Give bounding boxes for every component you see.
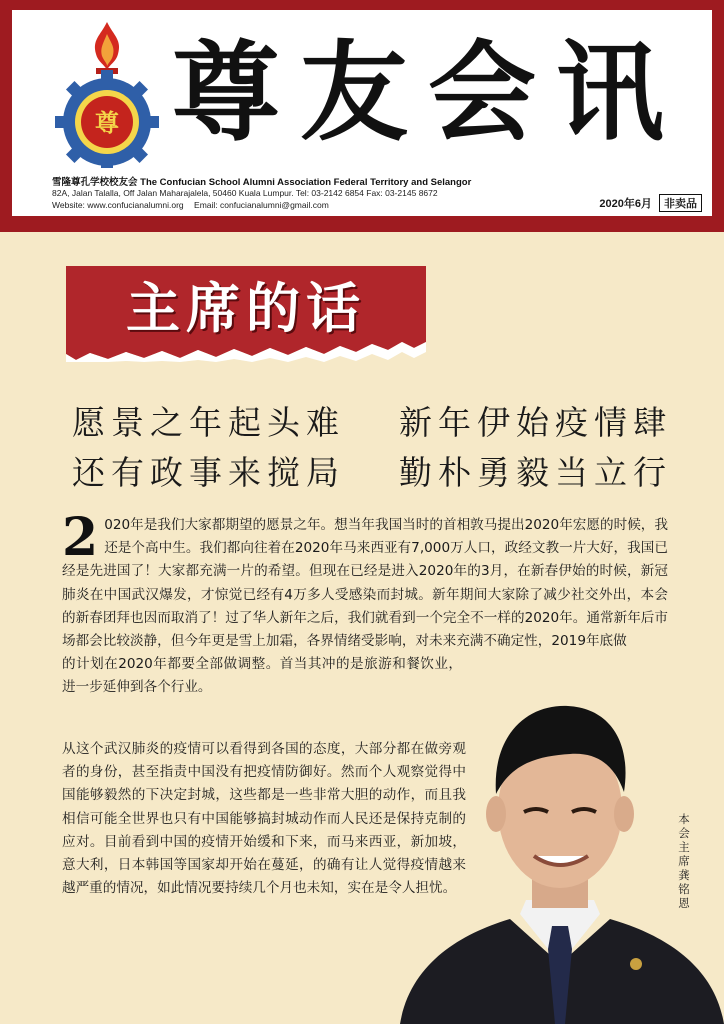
paragraph-text: 020年是我们大家都期望的愿景之年。想当年我国当时的首相敦马提出2020年宏愿的时候，我还是个高中生。我们都向往着在2020年马来西亚有7,000万人口，政经文教一片大好，我国已经是先进国了！大家都充满一片的希望。但现在已经是进入2020年的3月，在新春伊始的时候，新冠肺炎在中国武汉爆发，才惊觉已经有4万多人受感染而封城。新年期间大家除了减少社交外出，本会的新春团拜也因而取消了！过了华人新年之后，我们就看到一个完全不一样的2020年。通常新年后市场都会比较淡静，但今年更是雪上加霜，各界情绪受影响，对未来充满不确定性，2019年底做 xyxy=(62,517,668,650)
website-link[interactable]: Website: www.confucianalumni.org xyxy=(52,200,184,210)
svg-text:尊: 尊 xyxy=(95,108,119,137)
poem-row xyxy=(72,398,672,448)
alumni-logo xyxy=(52,18,162,168)
poem-line: 新年伊始疫情肆 xyxy=(399,403,672,442)
not-for-sale-badge: 非卖品 xyxy=(659,194,702,212)
poem-line: 勤朴勇毅当立行 xyxy=(399,453,672,492)
contact-line xyxy=(52,200,329,210)
poem-line: 愿景之年起头难 xyxy=(72,403,345,442)
issue-info xyxy=(599,194,702,212)
organization-name: 雪隆尊孔学校校友会 The Confucian School Alumni Association Federal Territory and Selangor xyxy=(52,177,472,188)
article-paragraph xyxy=(62,507,668,653)
issue-date: 2020年6月 xyxy=(599,198,652,210)
masthead xyxy=(12,10,712,216)
poem-row xyxy=(72,448,672,498)
section-banner xyxy=(66,266,426,362)
opening-poem xyxy=(72,398,672,498)
drop-cap: 2 xyxy=(62,507,99,568)
email-link[interactable]: Email: confucianalumni@gmail.com xyxy=(194,200,329,210)
organization-address: 82A, Jalan Talalla, Off Jalan Maharajalela, 50460 Kuala Lumpur. Tel: 03-2142 6854 Fax: 03-2145 8672 xyxy=(52,188,438,198)
poem-line: 还有政事来搅局 xyxy=(72,453,345,492)
article-paragraph-continued: 的计划在2020年都要全部做调整。首当其冲的是旅游和餐饮业，进一步延伸到各个行业。 xyxy=(62,656,462,696)
section-title: 主席的话 xyxy=(126,277,366,340)
portrait-caption: 本会主席龚铭恩 xyxy=(678,812,690,910)
newsletter-title: 尊友会讯 xyxy=(172,30,685,156)
article-paragraph: 从这个武汉肺炎的疫情可以看得到各国的态度，大部分都在做旁观者的身份，甚至指责中国没有把疫情防御好。然而个人观察觉得中国能够毅然的下决定封城，这些都是一些非常大胆的动作，而且我相信可能全世界也只有中国能够搞封城动作而人民还是保持克制的应对。目前看到中国的疫情开始缓和下来，而马来西亚，新加坡，意大利，日本韩国等国家却开始在蔓延，的确有让人觉得疫情越来越严重的情况，如此情况要持续几个月也未知，实在是令人担忧。 xyxy=(62,741,466,897)
